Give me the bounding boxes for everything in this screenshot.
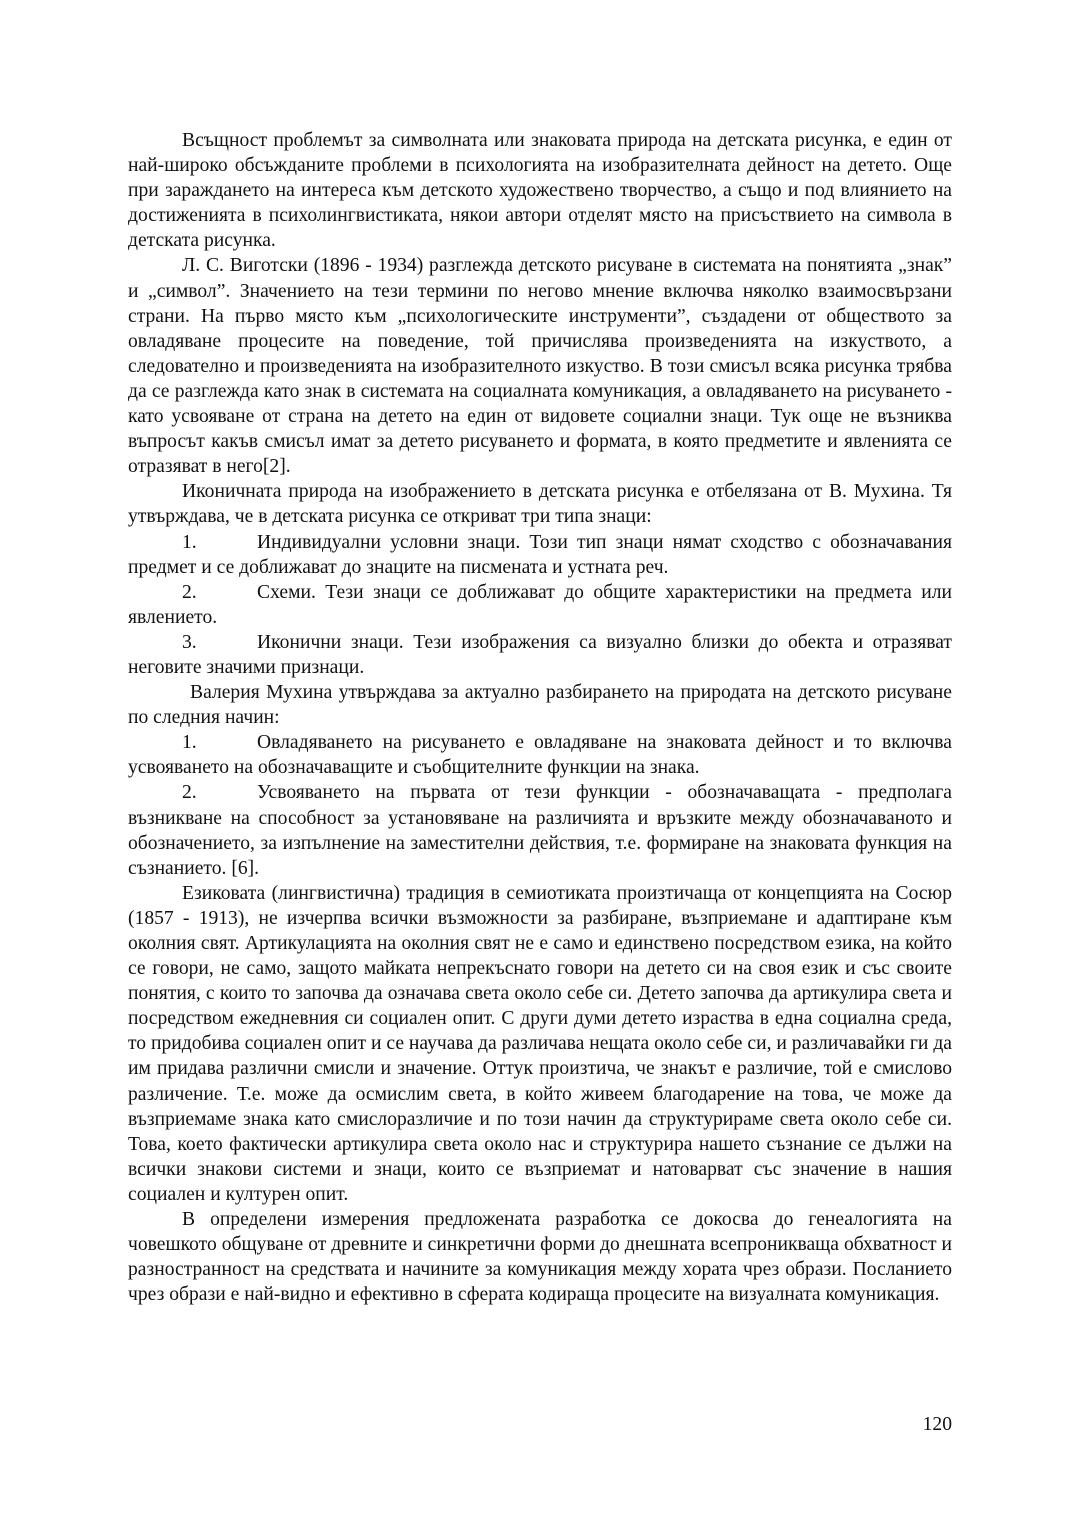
mukhina-points-list xyxy=(128,730,952,881)
page-number: 120 xyxy=(922,1414,952,1435)
paragraph-vygotsky: Л. С. Виготски (1896 - 1934) разглежда детското рисуване в системата на понятията „знак” и „символ”. Значението на тези термини по негово мнение включва няколко взаимосвързани страни. На първо място към „психологическите инструменти”, създадени от обществото за овладяване процесите на поведение, той причислява произведенията на изкуството, а следователно и произведенията на изобразителното изкуство. В този смисъл всяка рисунка трябва да се разглежда като знак в системата на социалната комуникация, а овладяването на рисуването - като усвояване от страна на детето на един от видовете социални знаци. Тук още не възниква въпросът какъв смисъл имат за детето рисуването и формата, в която предметите и явленията се отразяват в него[2]. xyxy=(128,255,952,478)
list-item-text: Индивидуални условни знаци. Този тип знаци нямат сходство с обозначавания предмет и се доближават до знаците на писмената и устната реч. xyxy=(128,531,952,578)
paragraph-genealogy: В определени измерения предложената разработка се докосва до генеалогията на човешкото общуване от древните и синкретични форми до днешната всепроникваща обхватност и разностранност на средствата и начините за комуникация между хората чрез образи. Посланието чрез образи е най-видно и ефективно в сферата кодираща процесите на визуалната комуникация. xyxy=(128,1209,952,1306)
list-item-number: 2. xyxy=(182,581,197,603)
list-item-text: Овладяването на рисуването е овладяване на знаковата дейност и то включва усвояването на обозначаващите и съобщителните функции на знака. xyxy=(128,732,952,779)
list-item xyxy=(128,780,952,880)
list-item xyxy=(128,730,952,780)
page-body xyxy=(128,128,952,1307)
list-item-text: Усвояването на първата от тези функции - обозначаващата - предполага възникване на способност за установяване на различията и връзките между обозначаваното и обозначението, за изпълнение на заместителни действия, т.е. формиране на знаковата функция на съзнанието. [6]. xyxy=(128,782,952,879)
list-item-number: 1. xyxy=(182,732,197,754)
paragraph-mukhina-iconic: Иконичната природа на изображението в детската рисунка е отбелязана от В. Мухина. Тя утвърждава, че в детската рисунка се откриват три типа знаци: xyxy=(128,481,952,528)
list-item xyxy=(128,580,952,630)
list-item xyxy=(128,530,952,580)
paragraph-linguistic-tradition: Езиковата (лингвистична) традиция в семиотиката произтичаща от концепцията на Сосюр (1857 - 1913), не изчерпва всички възможности за разбиране, възприемане и адаптиране към околния свят. Артикулацията на околния свят не е само и единствено посредством езика, на който се говори, не само, защото майката непрекъснато говори на детето си на своя език и със своите понятия, с които то започва да означава света около себе си. Детето започва да артикулира света и посредством ежедневния си социален опит. С други думи детето израства в една социална среда, то придобива социален опит и се научава да различава нещата около себе си, и различавайки ги да им придава различни смисли и значение. Оттук произтича, че знакът е различие, той е смислово различение. Т.е. може да осмислим света, в който живеем благодарение на това, че може да възприемаме знака като смислоразличие и по този начин да структурираме света около себе си. Това, което фактически артикулира света около нас и структурира нашето съзнание се дължи на всички знакови системи и знаци, които се възприемат и натоварват със значение в нашия социален и културен опит. xyxy=(128,882,952,1205)
list-item-number: 1. xyxy=(182,531,197,553)
sign-types-list xyxy=(128,530,952,681)
paragraph-mukhina-understanding: Валерия Мухина утвърждава за актуално разбирането на природата на детското рисуване по следния начин: xyxy=(128,682,952,729)
list-item xyxy=(128,630,952,680)
list-item-number: 2. xyxy=(182,782,197,804)
paragraph-symbolic-nature: Всъщност проблемът за символната или знаковата природа на детската рисунка, е един от най-широко обсъжданите проблеми в психологията на изобразителната дейност на детето. Още при зараждането на интереса към детското художествено творчество, а също и под влиянието на достиженията в психолингвистиката, някои автори отделят място на присъствието на символа в детската рисунка. xyxy=(128,130,952,252)
list-item-text: Иконични знаци. Тези изображения са визуално близки до обекта и отразяват неговите значими признаци. xyxy=(128,631,952,678)
list-item-text: Схеми. Тези знаци се доближават до общите характеристики на предмета или явлението. xyxy=(128,581,952,628)
list-item-number: 3. xyxy=(182,631,197,653)
